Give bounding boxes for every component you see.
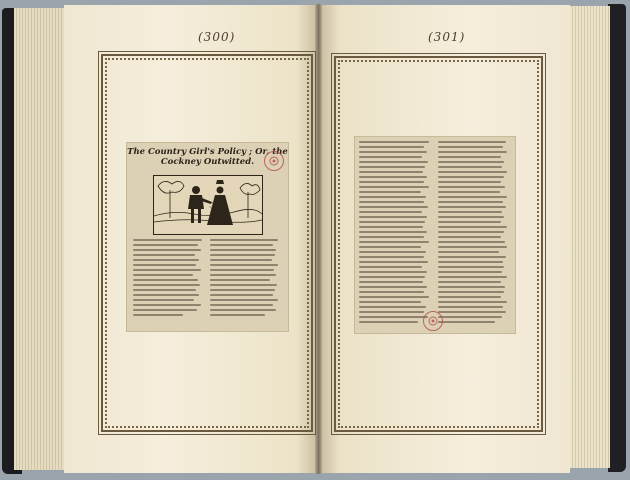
left-page-number: (300) xyxy=(198,30,236,44)
ballad-title-line-1: The Country Girl's Policy ; Or, the xyxy=(127,147,288,157)
right-ballad-column-1 xyxy=(359,141,433,329)
right-page-number: (301) xyxy=(428,30,466,44)
left-ballad-sheet xyxy=(127,143,288,331)
left-ballad-column-2 xyxy=(210,239,282,327)
right-ballad-text xyxy=(359,141,511,329)
ballad-title-line-2: Cockney Outwitted. xyxy=(160,157,255,167)
book-gutter xyxy=(315,4,322,474)
book-cover-right xyxy=(608,4,626,472)
page-edges-left xyxy=(14,8,66,470)
woodcut-illustration xyxy=(153,175,263,235)
library-stamp-icon xyxy=(264,151,284,171)
library-stamp-icon xyxy=(423,311,443,331)
right-ballad-column-2 xyxy=(438,141,512,329)
left-ballad-text xyxy=(133,239,282,327)
page-edges-right xyxy=(566,6,610,468)
left-ballad-column-1 xyxy=(133,239,205,327)
right-ballad-sheet xyxy=(355,137,515,333)
